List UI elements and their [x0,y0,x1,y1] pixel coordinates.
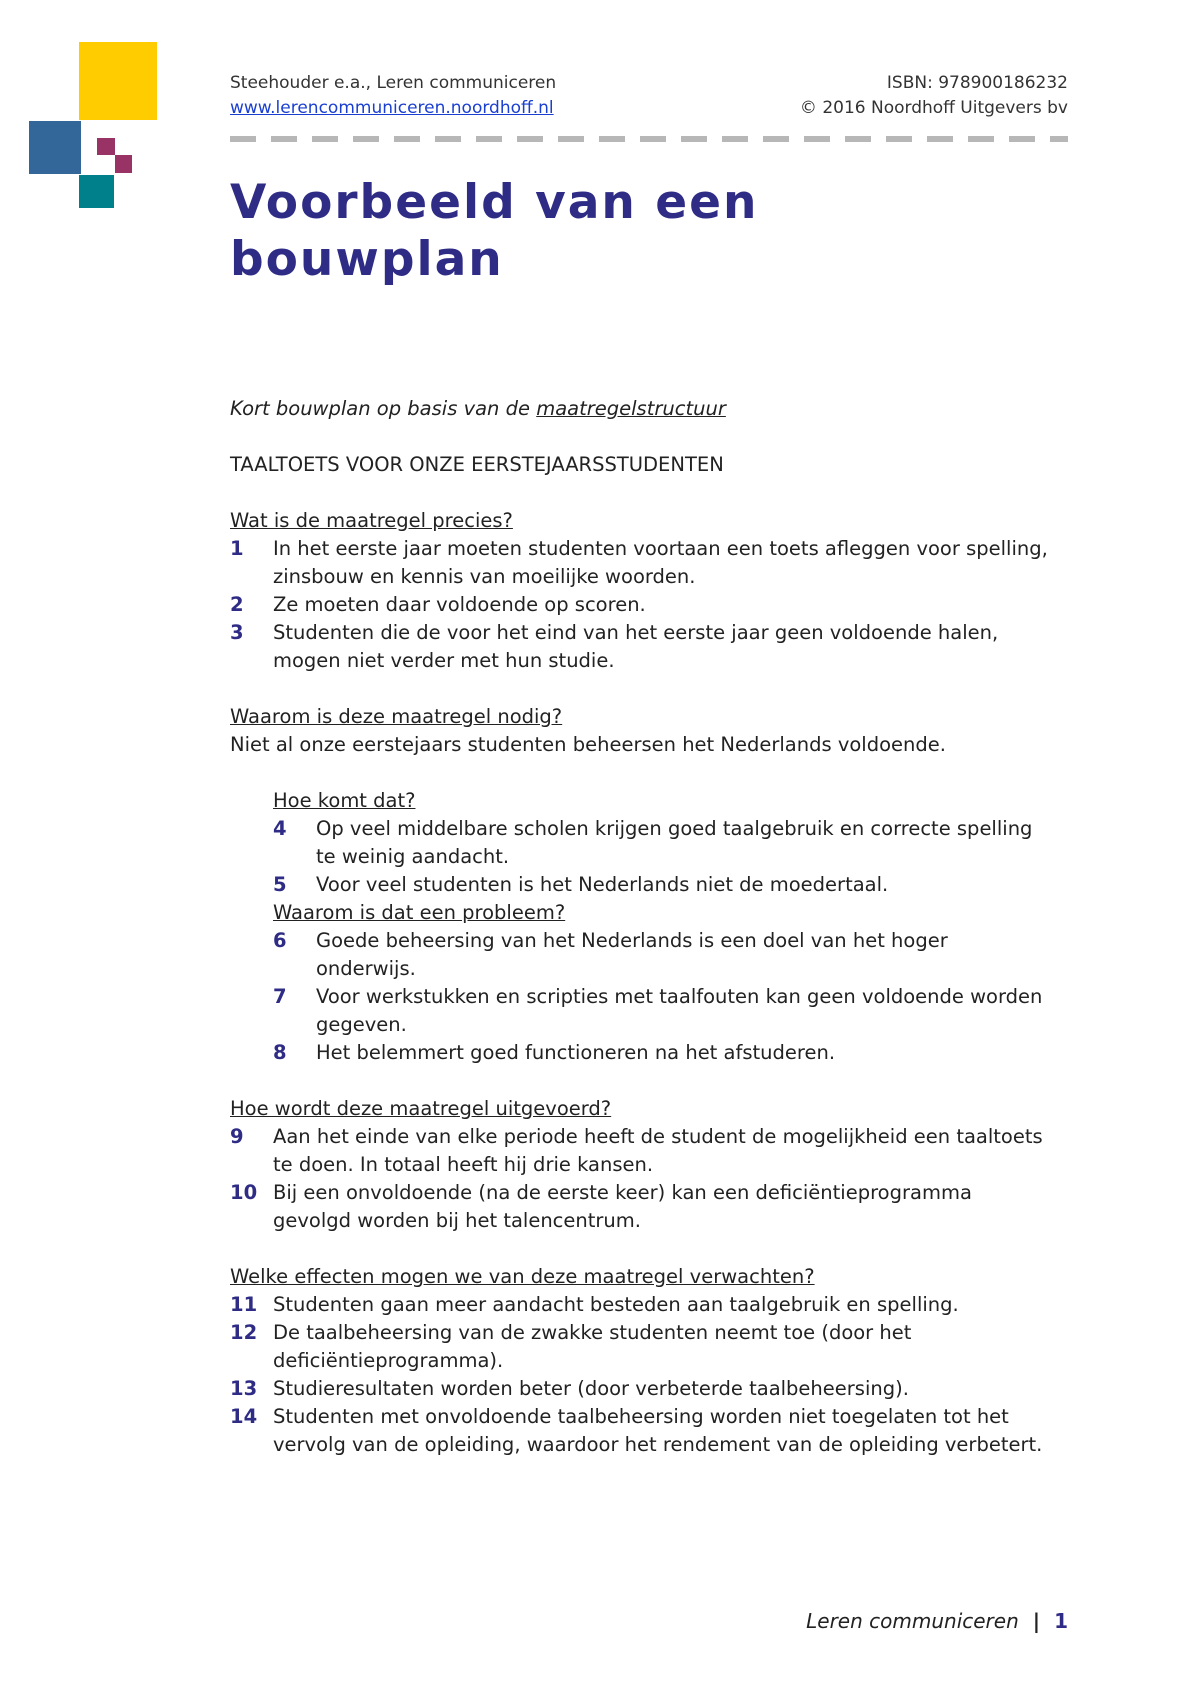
header-right [800,71,1068,121]
item-number: 1 [230,537,244,560]
item-number: 6 [273,929,287,952]
item-number: 5 [273,873,287,896]
list-item: 10 Bij een onvoldoende (na de eerste keer) kan een deficiëntieprogramma gevolgd worden bij het talencentrum. [230,1181,972,1232]
logo-purple-square [97,138,115,155]
list-item: 1 In het eerste jaar moeten studenten voortaan een toets afleggen voor spelling, zinsbouw en kennis van moeilijke woorden. [230,537,1048,588]
list-item: 4 Op veel middelbare scholen krijgen goed taalgebruik en correcte spelling te weinig aandacht. [273,817,1033,868]
list-item: 6 Goede beheersing van het Nederlands is een doel van het hoger onderwijs. [273,929,948,980]
item-number: 13 [230,1377,258,1400]
list-item: 5 Voor veel studenten is het Nederlands niet de moedertaal. [273,871,1050,899]
section-how [230,1095,1050,1235]
section-why [230,703,1050,1067]
subtitle-term: maatregelstructuur [536,397,726,420]
list-item: 7 Voor werkstukken en scripties met taalfouten kan geen voldoende worden gegeven. [273,985,1043,1036]
footer-book-title: Leren communiceren [806,1609,1019,1633]
document-body [230,395,1050,1459]
logo-yellow-square [79,42,157,120]
list-item: 13 Studieresultaten worden beter (door verbeterde taalbeheersing). [230,1375,1050,1403]
item-number: 10 [230,1181,258,1204]
section-question: Welke effecten mogen we van deze maatregel verwachten? [230,1265,815,1288]
list-item: 14 Studenten met onvoldoende taalbeheersing worden niet toegelaten tot het vervolg van de opleiding, waardoor het rendement van de opleiding verbetert. [230,1405,1043,1456]
publisher-logo [0,0,170,220]
list-item: 3 Studenten die de voor het eind van het eerste jaar geen voldoende halen, mogen niet verder met hun studie. [230,621,999,672]
logo-teal-square [79,175,114,208]
list-item: 8 Het belemmert goed functioneren na het afstuderen. [273,1039,1050,1067]
subsection [273,787,1050,1067]
item-number: 11 [230,1293,258,1316]
website-link[interactable]: www.lerencommuniceren.noordhoff.nl [230,98,554,118]
section-question: Wat is de maatregel precies? [230,509,513,532]
item-number: 4 [273,817,287,840]
footer-separator: | [1032,1609,1041,1633]
header-copyright: © 2016 Noordhoff Uitgevers bv [799,98,1068,118]
subsection-question: Hoe komt dat? [273,789,416,812]
list-item: 2 Ze moeten daar voldoende op scoren. [230,591,1050,619]
item-number: 8 [273,1041,287,1064]
header-book-info: Steehouder e.a., Leren communiceren [230,73,557,93]
page-title: Voorbeeld van een bouwplan [230,175,759,287]
section-question: Hoe wordt deze maatregel uitgevoerd? [230,1097,612,1120]
item-number: 3 [230,621,244,644]
subsection-question: Waarom is dat een probleem? [273,901,566,924]
plan-heading: TAALTOETS VOOR ONZE EERSTEJAARSSTUDENTEN [230,453,724,476]
item-number: 7 [273,985,287,1008]
header-divider [230,136,1068,142]
logo-purple-square [115,155,132,173]
logo-blue-square [29,121,81,174]
document-subtitle: Kort bouwplan op basis van de maatregelstructuur [230,397,726,420]
page-footer [806,1607,1068,1635]
list-item: 9 Aan het einde van elke periode heeft de student de mogelijkheid een taaltoets te doen. In totaal heeft hij drie kansen. [230,1125,1043,1176]
header-isbn: ISBN: 978900186232 [886,73,1068,93]
section-effects [230,1263,1050,1459]
item-number: 2 [230,593,244,616]
item-number: 14 [230,1405,258,1428]
section-answer: Niet al onze eerstejaars studenten beheersen het Nederlands voldoende. [230,733,946,756]
section-question: Waarom is deze maatregel nodig? [230,705,563,728]
list-item: 11 Studenten gaan meer aandacht besteden aan taalgebruik en spelling. [230,1291,1050,1319]
header-left [230,71,556,121]
item-number: 12 [230,1321,258,1344]
item-number: 9 [230,1125,244,1148]
section-what [230,507,1050,675]
list-item: 12 De taalbeheersing van de zwakke studenten neemt toe (door het deficiëntieprogramma). [230,1321,912,1372]
page-number: 1 [1054,1609,1068,1633]
